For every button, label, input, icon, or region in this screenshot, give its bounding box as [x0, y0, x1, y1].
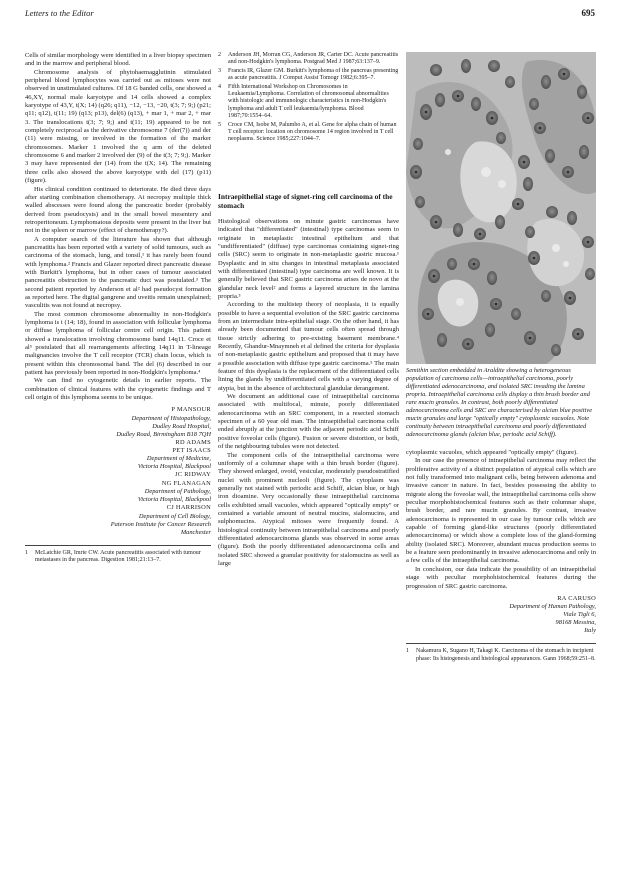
- author-affiliation: 98168 Messina,: [555, 619, 596, 627]
- reference-text: Croce CM, Isobe M, Palumbo A, et al. Gene for alpha chain of human T cell receptor: location on chromosome 14 region involved in T cell neoplasms. Science 1985;227:1044–7.: [228, 121, 397, 143]
- paragraph: Cells of similar morphology were identified in a liver biopsy specimen and in the marrow and peripheral blood.: [25, 52, 211, 68]
- author-affiliation: Department of Medicine,: [146, 455, 211, 463]
- reference-number: 2: [218, 52, 221, 58]
- author-affiliation: Department of Histopathology,: [131, 414, 211, 422]
- reference-text: Nakamura K, Sugano H, Takagi K. Carcinoma of the stomach in incipient phase: Its histogenesis and histological appearances. Gann 1968;59:251–8.: [416, 648, 596, 662]
- reference-item: [218, 122, 399, 144]
- figure-caption: Semithin section embedded in Araldite showing a heterogeneous population of carcinoma cells—intraepithelial carcinoma, poorly differentiated adenocarcinoma, and isolated SRC invading the lamina propria. Intraepithelial carcinoma cells display a thin brush border and rare mucin granules. In contrast, both poorly differentiated adenocarcinoma cells and SRC are characterised by alcian blue positive mucin granules and large "optically empty" cytoplasmic vacuoles. Note continuity between intraepithelial carcinoma and poorly differentiated adenocarcinoma glands (alcian blue, periodic acid Schiff).: [406, 367, 593, 438]
- author-affiliation: Manchester: [180, 528, 211, 536]
- author-signature: [406, 595, 596, 635]
- paragraph: According to the multistep theory of neoplasia, it is equally possible to have a sequential evolution of the SRC gastric carcinoma from an intermediate intra-epithelial stage. On the other hand, it has already been documented that tumour cells often spread through tissue strictly adhering to pre-existing basement membrane.⁴ Recently, Ghandur-Mnaymneh et al defined the criteria for dysplasia of non-metaplastic gastric epithelium and proposed that it may have a possible association with diffuse type gastric carcinoma.⁵ The main feature of this dysplasia is the replacement of the differentiated cells lining the glands by undifferentiated cells with a varying degree of atypia, but in the absence of architectural glandular derangement.: [218, 301, 399, 392]
- author-affiliation: Victoria Hospital, Blackpool: [137, 463, 211, 471]
- reference-text: McLatchie GR, Imrie CW. Acute pancreatitis associated with tumour metastases in the pancreas. Digestion 1981;21:13–7.: [35, 549, 201, 563]
- author-affiliation: Paterson Institute for Cancer Research: [110, 520, 211, 528]
- author-name: NG FLANAGAN: [161, 479, 211, 487]
- reference-number: 1: [406, 648, 409, 655]
- author-signature: [25, 406, 211, 536]
- reference-text: Anderson JH, Morran CG, Anderson JR, Carter DC. Acute pancreatitis and non-Hodgkin's lymphoma. Postgrad Med J 1987;63:137–9.: [228, 52, 399, 66]
- reference-item: [218, 52, 399, 67]
- paragraph: The most common chromosome abnormality in non-Hodgkin's lymphoma is t (14; 18), found in association with follicular lymphoma or diffuse lymphoma of follicular centre cell origin. This patient showed a translocation involving chromosome band 14q11. Croce et al⁵ postulated that all rearrangements affecting 14q11 in T-lineage malignancies involve the T cell receptor (TCR) chain locus, which is present within this chromosomal band. The del (6) described in our patient has previously been reported in non-Hodgkin's lymphoma.⁴: [25, 310, 211, 377]
- author-name: RD ADAMS: [175, 438, 211, 446]
- reference-item: [218, 84, 399, 121]
- article-title: Intraepithelial stage of signet-ring cell carcinoma of the stomach: [218, 191, 393, 210]
- column-2: [218, 52, 399, 568]
- reference-text: Francis IR, Glazer GM. Burkitt's lymphoma of the pancreas presenting as acute pancreatitis. J Comput Assist Tomogr 1982;6:395–7.: [228, 67, 399, 82]
- author-affiliation: Viale Tigli 6,: [563, 611, 596, 619]
- micrograph-figure: [406, 52, 596, 364]
- reference-number: 1: [25, 549, 28, 556]
- running-header: Letters to the Editor: [25, 8, 94, 18]
- paragraph: We can find no cytogenetic details in earlier reports. The combination of clinical features with the cytogenetic findings and T cell origin of this lymphoma seems to be unique.: [25, 377, 211, 402]
- reference-list: [218, 52, 399, 144]
- author-name: CJ HARRISON: [166, 504, 211, 512]
- paragraph: Chromosome analysis of phytohaemagglutinin stimulated peripheral blood lymphocytes was carried out as mitoses were not observed in unstimulated cultures. Of 18 G banded cells, one showed a 46,XY, normal male karyotype and 14 cells showed a complex karyotype of 43,Y, t(X; 14) (q26; q11), −12, −13, −20, t(3; 7; 9;) (p21; q11; q12), t(11; 19) (q13; p13), del(6) (q13), + mar 1, + mar 2, + mar 3. The translocations t(3; 7; 9;) and t(11; 19) appeared to be not completely reciprocal as the derivative chromosome 7 (der(7)) and der (11) were missing, or involved in the formation of the marker chromosomes. Marker 1 involved the q arm of the deleted chromosome 6 and marker 2 involved der (9) of the t(3; 7; 9;). Marker 3 may have represented der (14) from the t(X; 14). The remaining three cells also showed the above karyotype with del (17) (p11) (figure).: [25, 68, 211, 185]
- paragraph: His clinical condition continued to deteriorate. He died three days after starting combination chemotherapy. At necropsy multiple thick walled abscesses were found along the pancreatic border (probably derived from pseudocysts) and in the small bowel mesentery and retroperitoneum. Lymphomatous deposits were present in the liver but not in the spleen or marrow (effect of chemotherapy?).: [25, 185, 211, 235]
- paragraph: In our case the presence of intraepithelial carcinoma may reflect the proliferative activity of a distinct population of atypical cells which are not fully transformed into malignant cells, being between adenoma and invasive cancer in nature. In fact, besides possessing the ability to migrate along the foveolar wall, the intraepithelial carcinoma cells show peculiar morphohistochemical features such as their columnar shape, brush border, and rare mucin granules. By contrast, invasive adenocarcinoma is represented in our case by tumour cells which are capable of forming gland-like structures (poorly differentiated adenocarcinoma) or which show a complete loss of the gland-forming ability (isolated SRC). Moreover, abundant mucus production seems to be a feature seen predominantly in invasive adenocarcinoma and only in a few cells of the intraepithelial carcinoma.: [406, 457, 596, 565]
- reference-number: 3: [218, 67, 221, 74]
- micrograph-image: [406, 52, 596, 364]
- author-affiliation: Department of Human Pathology,: [509, 603, 596, 611]
- author-affiliation: Victoria Hospital, Blackpool: [137, 496, 211, 504]
- reference-list: [25, 545, 211, 565]
- paragraph: The component cells of the intraepithelial carcinoma were uniformly of a columnar shape with a thin brush border (figure). They showed enlarged, ovoid, vesicular, moderately pseudostratified nuclei with prominent nucleoli (figure). The cytoplasm was generally not stained with periodic acid Schiff, alcian blue, or high iron dioamine. Very occasionally these intraepithelial carcinoma cells exhibited small vacuoles, which appeared "optically empty" or contained a variable amount of neutral mucins, sialomucins, and sulphomucins. Atypical mitoses were frequently found. A histological continuity between intraepithelial carcinoma and poorly differentiated adenocarcinoma glands was observed in some areas (figure). Both the poorly differentiated adenocarcinoma cells and isolated SRC showed a granular positivity for sialomucins as well as large: [218, 451, 399, 567]
- paragraph: cytoplasmic vacuoles, which appeared "optically empty" (figure).: [406, 449, 578, 456]
- column-1: [25, 52, 211, 565]
- column-3: [406, 52, 596, 664]
- reference-text: Fifth International Workshop on Chromosomes in Leukaemia/Lymphoma. Correlation of chromosomal abnormalities with histologic and immunologic characteristics in non-Hodgkin's lymphoma and adult T cell leukaemia/lymphoma. Blood 1987;70:1554–64.: [228, 83, 389, 120]
- author-affiliation: Dudley Road, Birmingham B18 7QH: [116, 430, 211, 438]
- reference-number: 4: [218, 83, 221, 90]
- paragraph: Histological observations on minute gastric carcinomas have indicated that "differentiated" (intestinal) type carcinomas seem to originate in metaplastic intestinal epithelium and that "undifferentiated" (diffuse) type carcinomas containing signet-ring cells (SRC) seem to originate in non-metaplastic gastric mucosa.¹ Dysplastic and in situ changes in intestinal metaplasia associated with differentiated (intestinal) type carcinoma are well known. It is generally believed that SRC gastric carcinoma arises de novo at the glandular neck level² and forms a layered structure in the lamina propria.³: [218, 217, 399, 300]
- author-name: PET ISAACS: [172, 447, 211, 455]
- author-affiliation: Department of Cell Biology,: [138, 512, 211, 520]
- author-affiliation: Dudley Road Hospital,: [152, 422, 211, 430]
- author-name: JC RIDWAY: [174, 471, 211, 479]
- reference-item: [406, 648, 596, 663]
- page-number: 695: [581, 8, 595, 18]
- author-affiliation: Department of Pathology,: [144, 488, 211, 496]
- paragraph: A computer search of the literature has shown that although pancreatitis has been reported with a variety of solid tumours, such as carcinoma of the stomach, lung, and tonsil,¹ it has rarely been found with lymphoma.² Francis and Glazer reported direct pancreatic disease with Burkitt's lymphoma, but in other cases of tumour associated pancreatitis obstruction to the pancreatic duct was postulated.³ The second patient reported by Anderson et al² had pseudocyst formation as reported here. The digital gangrene and uveitis remain unexplained; vasculitis was not found at necropsy.: [25, 235, 211, 310]
- reference-item: [25, 550, 211, 565]
- reference-item: [218, 68, 399, 83]
- reference-number: 5: [218, 121, 221, 128]
- paragraph: In conclusion, our data indicate the possibility of an intraepithelial stage with peculiar morphohistochemical features during the progression of SRC gastric carcinoma.: [406, 565, 596, 590]
- author-name: P MANSOUR: [171, 406, 211, 414]
- reference-list: [406, 643, 596, 663]
- author-name: RA CARUSO: [557, 594, 596, 602]
- author-affiliation: Italy: [584, 627, 596, 635]
- paragraph: We document an additional case of intraepithelial carcinoma associated with multifocal, minute, poorly differentiated adenocarcinoma with an SRC component, in a resected stomach specimen of a 60 year old man. The intraepithelial carcinoma cells ended abruptly at the junction with the adjacent periodic acid Schiff positive foveolar cells (figure). Fusion or severe distortion, or both, of the neighbouring tubules were not detected.: [218, 393, 399, 451]
